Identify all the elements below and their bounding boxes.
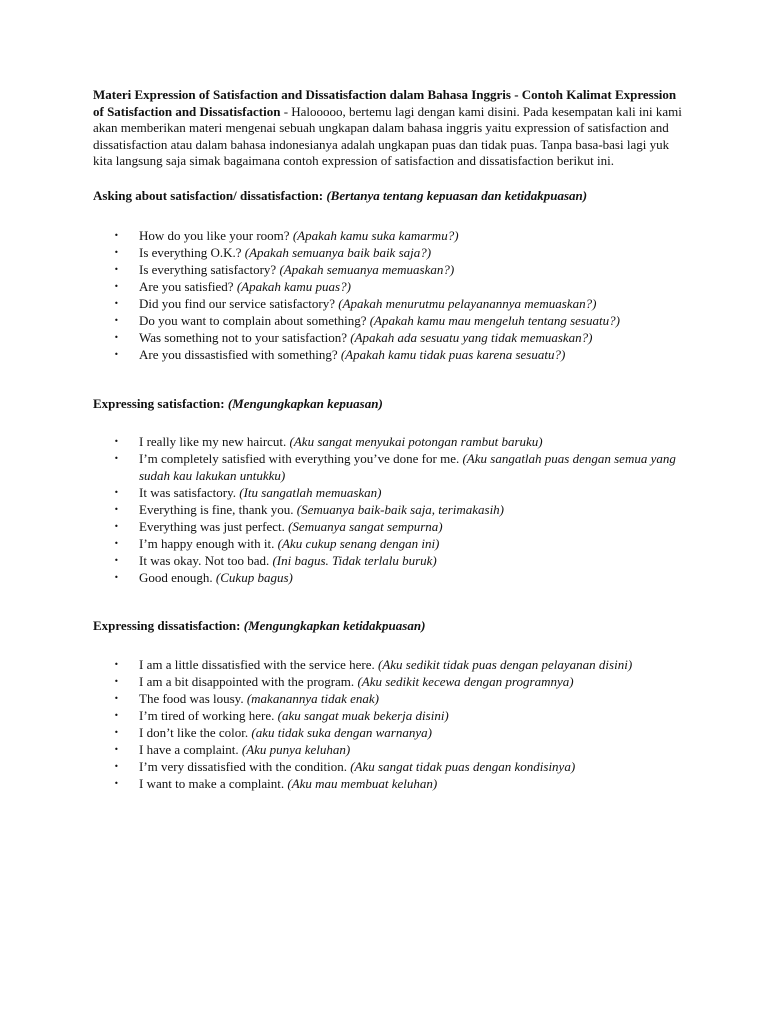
list-item [93, 347, 683, 364]
section-heading-asking [93, 188, 683, 205]
list-item [93, 262, 683, 279]
list-item [93, 330, 683, 347]
phrase-english: I’m tired of working here. [139, 707, 275, 723]
phrase-translation: (aku tidak suka dengan warnanya) [251, 724, 432, 740]
bullet-icon: • [114, 437, 119, 446]
list-item [93, 657, 683, 674]
list-item [93, 313, 683, 330]
bullet-icon: • [114, 710, 119, 720]
phrase-english: Are you satisfied? [139, 279, 234, 294]
list-item [93, 570, 683, 587]
phrase-translation: (Aku sedikit tidak puas dengan pelayanan disini) [377, 656, 633, 672]
bullet-icon: • [114, 538, 119, 548]
phrase-translation: (Apakah kamu suka kamarmu?) [292, 228, 459, 243]
list-item [93, 553, 683, 570]
phrase-translation: (Apakah menurutmu pelayanannya memuaskan?) [338, 296, 597, 311]
phrase-english: Is everything satisfactory? [139, 262, 277, 277]
phrase-english: How do you like your room? [139, 228, 290, 243]
phrase-english: Do you want to complain about something? [139, 313, 367, 328]
list-item [93, 776, 683, 793]
bullet-icon: • [114, 299, 119, 308]
phrase-translation: (Apakah ada sesuatu yang tidak memuaskan?) [350, 330, 593, 345]
list-item [93, 451, 683, 484]
phrase-translation: (Apakah kamu tidak puas karena sesuatu?) [340, 347, 566, 362]
section-heading-translation: (Mengungkapkan kepuasan) [227, 395, 383, 411]
phrase-english: I really like my new haircut. [139, 434, 287, 449]
intro-title: Materi Expression of Satisfaction and Dissatisfaction dalam Bahasa Inggris - Contoh Kalimat Expression of Satisfaction and Dissatisfaction [93, 87, 677, 119]
phrase-english: Was something not to your satisfaction? [139, 330, 347, 345]
phrase-english: Are you dissastisfied with something? [139, 347, 338, 362]
bullet-icon: • [114, 727, 119, 737]
phrase-translation: (aku sangat muak bekerja disini) [277, 707, 449, 723]
bullet-icon: • [114, 504, 119, 514]
list-item [93, 434, 683, 451]
bullet-icon: • [114, 521, 119, 531]
list-dissatisfaction [93, 657, 683, 793]
phrase-translation: (Aku cukup senang dengan ini) [277, 535, 440, 551]
phrase-english: Good enough. [139, 569, 213, 585]
list-item [93, 742, 683, 759]
bullet-icon: • [114, 778, 119, 788]
list-item [93, 674, 683, 691]
bullet-icon: • [114, 265, 119, 274]
list-item [93, 519, 683, 536]
phrase-translation: (Aku sangat tidak puas dengan kondisinya) [350, 758, 576, 774]
phrase-translation: (Apakah kamu mau mengeluh tentang sesuatu?) [369, 313, 620, 328]
list-item [93, 708, 683, 725]
phrase-translation: (Aku sangat menyukai potongan rambut baruku) [289, 434, 543, 449]
bullet-icon: • [114, 350, 119, 359]
phrase-translation: (Itu sangatlah memuaskan) [239, 484, 382, 500]
phrase-english: Did you find our service satisfactory? [139, 296, 336, 311]
phrase-english: I am a little dissatisfied with the service here. [139, 656, 375, 672]
phrase-translation: (Semuanya baik-baik saja, terimakasih) [296, 501, 505, 517]
bullet-icon: • [114, 487, 119, 497]
list-item [93, 279, 683, 296]
bullet-icon: • [114, 316, 119, 325]
phrase-translation: (Aku sedikit kecewa dengan programnya) [357, 673, 574, 689]
list-item [93, 485, 683, 502]
phrase-english: Everything is fine, thank you. [139, 501, 294, 517]
bullet-icon: • [114, 454, 119, 463]
list-item [93, 691, 683, 708]
list-satisfaction [93, 434, 683, 586]
phrase-translation: (makanannya tidak enak) [246, 690, 379, 706]
list-asking [93, 228, 683, 364]
bullet-icon: • [114, 555, 119, 565]
bullet-icon: • [114, 248, 119, 257]
phrase-english: It was okay. Not too bad. [139, 552, 270, 568]
phrase-english: I’m completely satisfied with everything you’ve done for me. [139, 451, 460, 466]
bullet-icon: • [114, 659, 119, 669]
intro-text: - Halooooo, bertemu lagi dengan kami disini. Pada kesempatan kali ini kami akan memberikan materi mengenai sebuah ungkapan dalam bahasa inggris yaitu expression of satisfaction and dissatisfaction atau dalam bahasa indonesianya adalah ungkapan puas dan tidak puas. Tanpa basa-basi lagi yuk kita langsung saja simak bagaimana contoh expression of satisfaction and dissatisfaction berikut ini. [93, 103, 682, 168]
phrase-english: I have a complaint. [139, 741, 239, 757]
phrase-english: It was satisfactory. [139, 484, 236, 500]
bullet-icon: • [114, 572, 119, 582]
phrase-english: Is everything O.K.? [139, 245, 242, 260]
list-item [93, 536, 683, 553]
bullet-icon: • [114, 282, 119, 291]
phrase-english: The food was lousy. [139, 690, 244, 706]
phrase-translation: (Ini bagus. Tidak terlalu buruk) [272, 552, 437, 568]
document-content [93, 87, 683, 793]
phrase-translation: (Cukup bagus) [215, 569, 293, 585]
phrase-english: I am a bit disappointed with the program. [139, 673, 355, 689]
phrase-translation: (Aku mau membuat keluhan) [287, 775, 438, 791]
list-item [93, 245, 683, 262]
bullet-icon: • [114, 333, 119, 342]
list-item [93, 296, 683, 313]
list-item [93, 725, 683, 742]
phrase-translation: (Semuanya sangat sempurna) [288, 518, 443, 534]
phrase-translation: (Aku punya keluhan) [241, 741, 351, 757]
phrase-translation: (Apakah semuanya memuaskan?) [279, 262, 455, 277]
section-heading-satisfaction [93, 396, 683, 413]
phrase-english: I don’t like the color. [139, 724, 249, 740]
phrase-english: Everything was just perfect. [139, 518, 285, 534]
phrase-english: I’m happy enough with it. [139, 535, 275, 551]
phrase-translation: (Apakah semuanya baik baik saja?) [244, 245, 432, 260]
section-heading-translation: (Bertanya tentang kepuasan dan ketidakpuasan) [326, 187, 588, 203]
bullet-icon: • [114, 693, 119, 703]
bullet-icon: • [114, 744, 119, 754]
bullet-icon: • [114, 761, 119, 771]
list-item [93, 502, 683, 519]
section-heading-dissatisfaction [93, 618, 683, 635]
intro-paragraph [93, 87, 683, 170]
section-heading-translation: (Mengungkapkan ketidakpuasan) [243, 618, 426, 633]
phrase-english: I want to make a complaint. [139, 775, 285, 791]
section-heading-label: Expressing satisfaction: [93, 395, 225, 411]
section-heading-label: Asking about satisfaction/ dissatisfaction: [93, 187, 324, 203]
phrase-translation: (Apakah kamu puas?) [236, 279, 351, 294]
phrase-translation: (Aku sangatlah puas dengan semua yang sudah kau lakukan untukku) [139, 451, 676, 483]
section-heading-label: Expressing dissatisfaction: [93, 618, 241, 633]
bullet-icon: • [114, 231, 119, 240]
phrase-english: I’m very dissatisfied with the condition. [139, 758, 347, 774]
list-item [93, 759, 683, 776]
list-item [93, 228, 683, 245]
bullet-icon: • [114, 676, 119, 686]
